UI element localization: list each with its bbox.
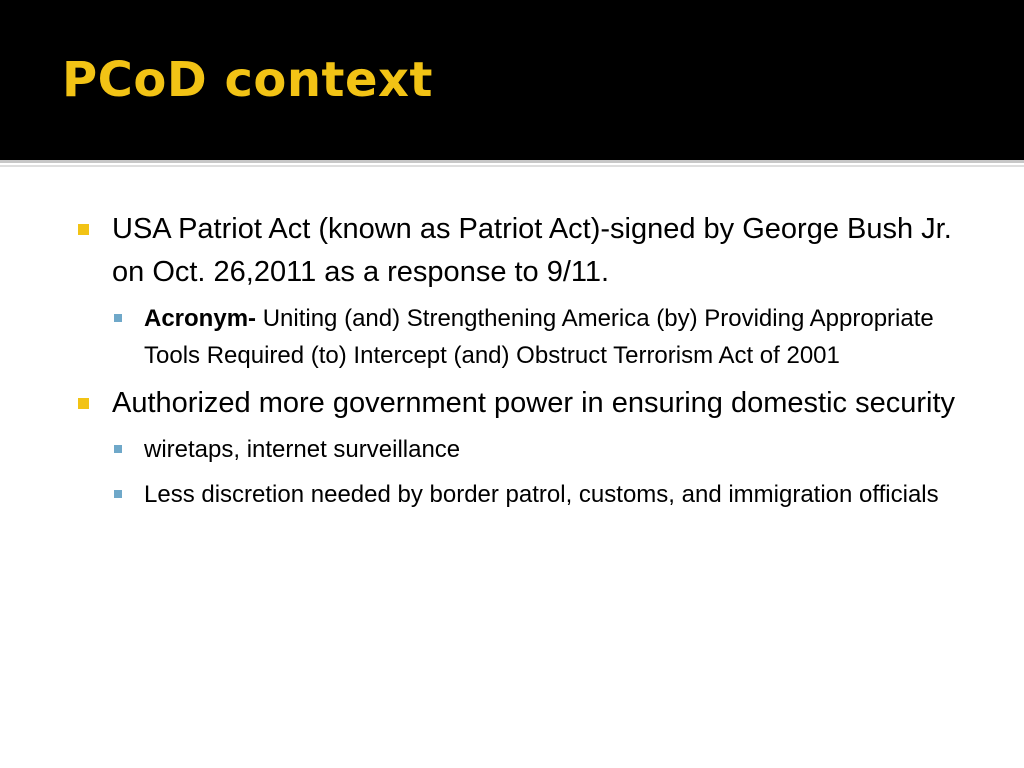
title-bar xyxy=(0,0,1024,160)
square-bullet-icon xyxy=(114,445,122,453)
sub-bullet-item-wiretaps xyxy=(108,431,956,468)
acronym-expansion: Uniting (and) Strengthening America (by) Providing Appropriate Tools Required (to) Intercept (and) Obstruct Terrorism Act of 2001 xyxy=(144,305,934,369)
sub-bullet-text: wiretaps, internet surveillance xyxy=(144,436,461,463)
bullet-text: USA Patriot Act (known as Patriot Act)-signed by George Bush Jr. on Oct. 26,2011 as a response to 9/11. xyxy=(112,213,952,288)
sub-bullet-list xyxy=(108,300,956,374)
bullet-item-government-power xyxy=(76,382,956,425)
square-bullet-icon xyxy=(114,314,122,322)
bullet-text: Authorized more government power in ensuring domestic security xyxy=(112,387,956,419)
square-bullet-icon xyxy=(78,398,89,409)
slide-title: PCoD context xyxy=(62,52,433,108)
acronym-label: Acronym- xyxy=(144,305,257,332)
sub-bullet-item-acronym xyxy=(108,300,956,374)
title-divider xyxy=(0,160,1024,163)
slide-body xyxy=(76,208,956,521)
sub-bullet-text: Less discretion needed by border patrol, customs, and immigration officials xyxy=(144,481,939,508)
square-bullet-icon xyxy=(78,224,89,235)
square-bullet-icon xyxy=(114,490,122,498)
bullet-item-patriot-act xyxy=(76,208,956,294)
title-divider-secondary xyxy=(0,165,1024,167)
sub-bullet-list xyxy=(108,431,956,513)
sub-bullet-item-border-discretion xyxy=(108,476,956,513)
